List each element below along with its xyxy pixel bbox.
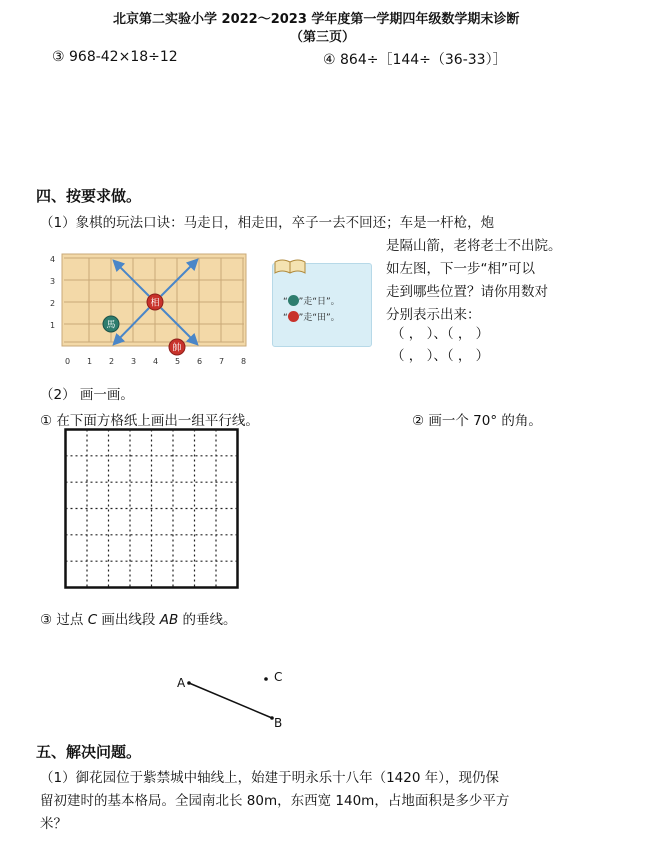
segment-ab-ref: AB bbox=[159, 612, 179, 628]
s5-q1-line3: 米？ bbox=[40, 816, 67, 832]
label-a: A bbox=[177, 676, 186, 690]
xiang-piece-icon bbox=[288, 311, 299, 322]
page-number: （第三页） bbox=[290, 30, 356, 45]
s5-q1-line1: （1）御花园位于紫禁城中轴线上，始建于明永乐十八年（1420 年），现仍保 bbox=[40, 770, 499, 786]
piece-xiang-label: 相 bbox=[150, 298, 160, 309]
segment-ab-figure bbox=[170, 665, 300, 730]
hint-quote-open: “ bbox=[283, 313, 288, 323]
piece-shuai bbox=[169, 339, 185, 355]
ma-piece-icon bbox=[288, 295, 299, 306]
q2-sub2: ② 画一个 70° 的角。 bbox=[412, 413, 542, 429]
piece-xiang bbox=[147, 294, 163, 310]
x-tick: 3 bbox=[131, 357, 137, 366]
q2-sub1: ① 在下面方格纸上画出一组平行线。 bbox=[40, 413, 259, 429]
answer-blanks-row2: （ ， ）、（ ， ） bbox=[391, 348, 490, 364]
x-tick: 1 bbox=[87, 357, 93, 366]
point-c bbox=[264, 677, 268, 681]
piece-ma bbox=[103, 316, 119, 332]
segment-ab bbox=[189, 683, 272, 718]
x-tick: 8 bbox=[241, 357, 247, 366]
x-tick: 7 bbox=[219, 357, 225, 366]
calc-question-3: ③ 968-42×18÷12 bbox=[52, 49, 178, 65]
s5-q1-line2: 留初建时的基本格局。全园南北长 80m，东西宽 140m，占地面积是多少平方 bbox=[40, 793, 510, 809]
q2-label: （2） 画一画。 bbox=[40, 387, 134, 403]
calc-question-4: ④ 864÷［144÷（36-33）］ bbox=[323, 52, 507, 68]
section-5-heading: 五、解决问题。 bbox=[36, 743, 142, 761]
grid-paper[interactable] bbox=[64, 428, 240, 590]
point-c-ref: C bbox=[87, 612, 98, 628]
label-c: C bbox=[274, 670, 283, 684]
section-4-heading: 四、按要求做。 bbox=[36, 187, 142, 205]
y-tick: 4 bbox=[50, 255, 56, 264]
q1-text-line2: 是隔山箭，老将老士不出院。 bbox=[386, 238, 562, 254]
q1-text-line4: 走到哪些位置？请你用数对 bbox=[386, 284, 548, 300]
exam-title: 北京第二实验小学 2022～2023 学年度第一学期四年级数学期末诊断 bbox=[113, 12, 520, 27]
hint-line-ma bbox=[283, 294, 340, 307]
piece-shuai-label: 帥 bbox=[172, 343, 182, 354]
open-book-icon bbox=[273, 256, 307, 276]
answer-blanks-row1: （ ， ）、（ ， ） bbox=[391, 326, 490, 342]
x-tick: 6 bbox=[197, 357, 203, 366]
hint-quote-open: “ bbox=[283, 297, 288, 307]
q2-sub3-text: ③ 过点 bbox=[40, 612, 88, 628]
q2-sub3 bbox=[40, 608, 237, 628]
label-b: B bbox=[274, 716, 283, 730]
q1-text-line1: （1）象棋的玩法口诀：马走日，相走田，卒子一去不回还；车是一杆枪，炮 bbox=[40, 215, 495, 231]
y-tick: 3 bbox=[50, 277, 56, 286]
hint-ma-text: ”走“日”。 bbox=[298, 297, 340, 307]
piece-ma-label: 馬 bbox=[106, 320, 116, 331]
chess-board-figure bbox=[40, 250, 255, 370]
q2-sub3-text: 画出线段 bbox=[97, 612, 160, 628]
x-tick: 2 bbox=[109, 357, 115, 366]
hint-xiang-text: ”走“田”。 bbox=[298, 313, 340, 323]
hint-card bbox=[272, 263, 372, 347]
point-a bbox=[187, 681, 191, 685]
x-tick: 4 bbox=[153, 357, 159, 366]
q2-sub3-text: 的垂线。 bbox=[178, 612, 237, 628]
q1-text-line5: 分别表示出来： bbox=[386, 307, 481, 323]
y-tick: 2 bbox=[50, 299, 56, 308]
x-tick: 5 bbox=[175, 357, 181, 366]
q1-text-line3: 如左图，下一步“相”可以 bbox=[386, 261, 535, 277]
hint-line-xiang bbox=[283, 310, 340, 323]
y-tick: 1 bbox=[50, 321, 56, 330]
x-tick: 0 bbox=[65, 357, 71, 366]
